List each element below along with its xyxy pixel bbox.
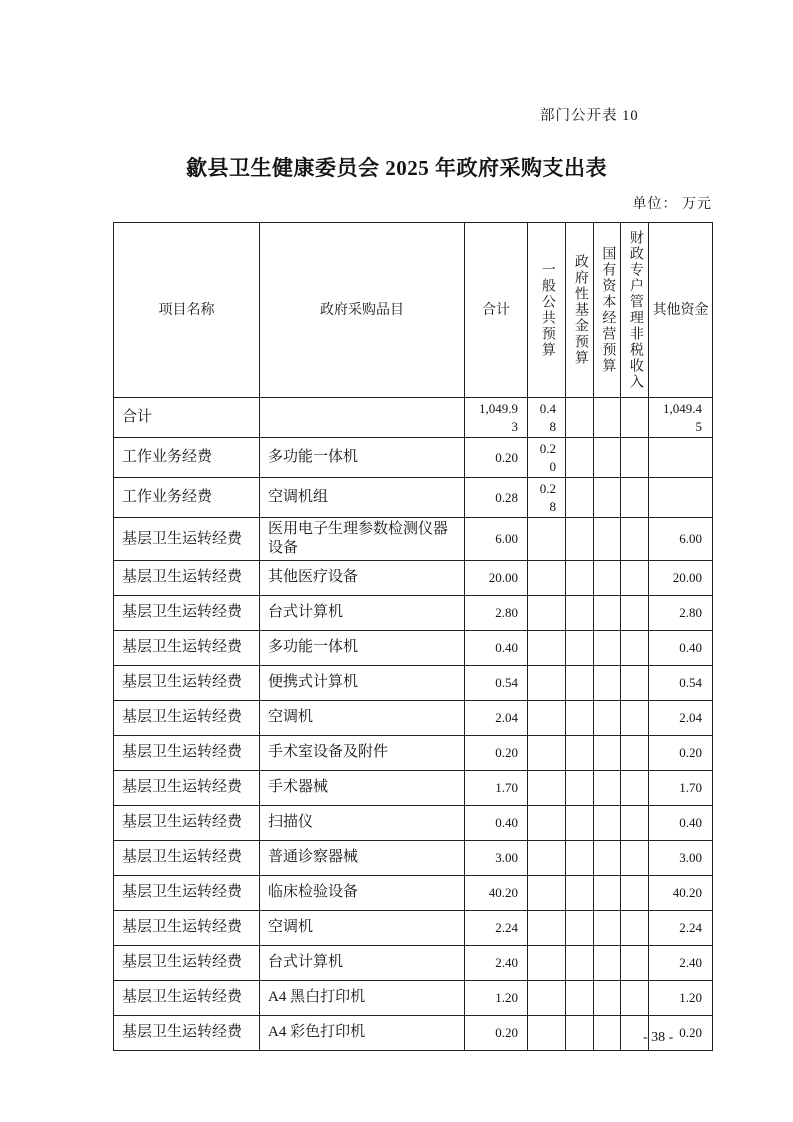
- cell-total: 0.20: [465, 735, 528, 770]
- cell-project: 基层卫生运转经费: [114, 1015, 260, 1050]
- cell-state_capital: [594, 840, 621, 875]
- table-row: [114, 700, 713, 735]
- cell-fiscal_account: [621, 805, 649, 840]
- cell-other_funds: 1.70: [649, 770, 713, 805]
- cell-project: 合计: [114, 398, 260, 438]
- header-label: 国有资本经营预算: [600, 246, 616, 374]
- cell-total: 1.70: [465, 770, 528, 805]
- header-label: 政府性基金预算: [572, 254, 588, 366]
- unit-label: 单位： 万元: [632, 197, 712, 212]
- cell-fiscal_account: [621, 630, 649, 665]
- cell-general_budget: [528, 910, 566, 945]
- cell-project: 基层卫生运转经费: [114, 735, 260, 770]
- cell-general_budget: [528, 735, 566, 770]
- table-row: [114, 398, 713, 438]
- cell-other_funds: 0.40: [649, 630, 713, 665]
- cell-other_funds: 40.20: [649, 875, 713, 910]
- cell-other_funds: 6.00: [649, 518, 713, 561]
- cell-total: 0.40: [465, 805, 528, 840]
- cell-gov_fund: [566, 735, 594, 770]
- cell-general_budget: 0.48: [528, 398, 566, 438]
- cell-other_funds: 0.20: [649, 1015, 713, 1050]
- cell-project: 基层卫生运转经费: [114, 595, 260, 630]
- table-row: [114, 910, 713, 945]
- cell-state_capital: [594, 875, 621, 910]
- cell-total: 20.00: [465, 560, 528, 595]
- cell-gov_fund: [566, 398, 594, 438]
- cell-project: 工作业务经费: [114, 478, 260, 518]
- cell-total: 2.40: [465, 945, 528, 980]
- cell-item: 台式计算机: [260, 945, 465, 980]
- cell-other_funds: 0.40: [649, 805, 713, 840]
- header-cell-item: 政府采购品目: [260, 223, 465, 398]
- header-cell-project: 项目名称: [114, 223, 260, 398]
- table-row: [114, 630, 713, 665]
- cell-fiscal_account: [621, 700, 649, 735]
- header-label: 财政专户管理非税收入: [627, 230, 643, 390]
- cell-other_funds: 0.54: [649, 665, 713, 700]
- cell-item: [260, 398, 465, 438]
- header-cell-fiscal-account: [621, 223, 649, 398]
- cell-state_capital: [594, 805, 621, 840]
- cell-state_capital: [594, 398, 621, 438]
- cell-state_capital: [594, 980, 621, 1015]
- cell-item: 空调机: [260, 910, 465, 945]
- cell-state_capital: [594, 630, 621, 665]
- cell-item: 手术器械: [260, 770, 465, 805]
- cell-total: 0.54: [465, 665, 528, 700]
- cell-state_capital: [594, 945, 621, 980]
- cell-state_capital: [594, 735, 621, 770]
- cell-general_budget: [528, 770, 566, 805]
- cell-project: 工作业务经费: [114, 438, 260, 478]
- cell-state_capital: [594, 665, 621, 700]
- cell-total: 0.20: [465, 1015, 528, 1050]
- cell-item: 空调机组: [260, 478, 465, 518]
- table-header-row: [114, 223, 713, 398]
- cell-state_capital: [594, 1015, 621, 1050]
- cell-item: 扫描仪: [260, 805, 465, 840]
- cell-item: 台式计算机: [260, 595, 465, 630]
- cell-gov_fund: [566, 875, 594, 910]
- cell-other_funds: 1.20: [649, 980, 713, 1015]
- cell-state_capital: [594, 478, 621, 518]
- table-row: [114, 518, 713, 561]
- cell-total: 40.20: [465, 875, 528, 910]
- cell-fiscal_account: [621, 945, 649, 980]
- cell-gov_fund: [566, 518, 594, 561]
- cell-fiscal_account: [621, 438, 649, 478]
- cell-fiscal_account: [621, 665, 649, 700]
- table-row: [114, 478, 713, 518]
- cell-gov_fund: [566, 478, 594, 518]
- cell-total: 1.20: [465, 980, 528, 1015]
- cell-fiscal_account: [621, 518, 649, 561]
- cell-fiscal_account: [621, 398, 649, 438]
- cell-total: 2.80: [465, 595, 528, 630]
- cell-state_capital: [594, 518, 621, 561]
- cell-item: 医用电子生理参数检测仪器设备: [260, 518, 465, 561]
- cell-fiscal_account: [621, 875, 649, 910]
- doc-tag: 部门公开表 10: [540, 108, 639, 124]
- cell-other_funds: 3.00: [649, 840, 713, 875]
- cell-gov_fund: [566, 630, 594, 665]
- cell-state_capital: [594, 770, 621, 805]
- cell-total: 0.40: [465, 630, 528, 665]
- cell-total: 1,049.93: [465, 398, 528, 438]
- cell-fiscal_account: [621, 840, 649, 875]
- cell-general_budget: [528, 560, 566, 595]
- cell-other_funds: 2.24: [649, 910, 713, 945]
- cell-project: 基层卫生运转经费: [114, 700, 260, 735]
- header-cell-general-budget: [528, 223, 566, 398]
- cell-state_capital: [594, 910, 621, 945]
- cell-item: 多功能一体机: [260, 438, 465, 478]
- header-label: 一般公共预算: [539, 262, 555, 358]
- cell-other_funds: 1,049.45: [649, 398, 713, 438]
- table-row: [114, 770, 713, 805]
- table-row: [114, 980, 713, 1015]
- cell-item: 便携式计算机: [260, 665, 465, 700]
- cell-gov_fund: [566, 945, 594, 980]
- cell-total: 3.00: [465, 840, 528, 875]
- table-row: [114, 1015, 713, 1050]
- cell-other_funds: [649, 438, 713, 478]
- header-cell-total: 合计: [465, 223, 528, 398]
- cell-total: 6.00: [465, 518, 528, 561]
- cell-fiscal_account: [621, 770, 649, 805]
- cell-total: 0.28: [465, 478, 528, 518]
- table-row: [114, 560, 713, 595]
- cell-other_funds: 2.40: [649, 945, 713, 980]
- cell-project: 基层卫生运转经费: [114, 665, 260, 700]
- page-title: 歙县卫生健康委员会 2025 年政府采购支出表: [186, 156, 607, 180]
- cell-fiscal_account: [621, 910, 649, 945]
- procurement-table: [113, 222, 713, 1051]
- cell-project: 基层卫生运转经费: [114, 875, 260, 910]
- cell-state_capital: [594, 438, 621, 478]
- cell-general_budget: [528, 875, 566, 910]
- table-row: [114, 805, 713, 840]
- cell-fiscal_account: [621, 560, 649, 595]
- cell-other_funds: 20.00: [649, 560, 713, 595]
- cell-item: A4 黑白打印机: [260, 980, 465, 1015]
- cell-general_budget: 0.28: [528, 478, 566, 518]
- cell-item: 临床检验设备: [260, 875, 465, 910]
- cell-other_funds: 2.04: [649, 700, 713, 735]
- cell-project: 基层卫生运转经费: [114, 840, 260, 875]
- cell-project: 基层卫生运转经费: [114, 630, 260, 665]
- cell-general_budget: [528, 595, 566, 630]
- table-row: [114, 595, 713, 630]
- cell-gov_fund: [566, 770, 594, 805]
- table-row: [114, 438, 713, 478]
- cell-total: 0.20: [465, 438, 528, 478]
- cell-gov_fund: [566, 560, 594, 595]
- cell-item: 手术室设备及附件: [260, 735, 465, 770]
- cell-total: 2.04: [465, 700, 528, 735]
- cell-other_funds: 2.80: [649, 595, 713, 630]
- cell-fiscal_account: [621, 735, 649, 770]
- cell-gov_fund: [566, 805, 594, 840]
- header-cell-other-funds: 其他资金: [649, 223, 713, 398]
- cell-general_budget: [528, 518, 566, 561]
- cell-state_capital: [594, 700, 621, 735]
- cell-fiscal_account: [621, 478, 649, 518]
- cell-fiscal_account: [621, 595, 649, 630]
- page-number: - 38 -: [643, 1030, 674, 1045]
- cell-project: 基层卫生运转经费: [114, 518, 260, 561]
- table-row: [114, 875, 713, 910]
- cell-gov_fund: [566, 665, 594, 700]
- cell-gov_fund: [566, 840, 594, 875]
- cell-gov_fund: [566, 910, 594, 945]
- cell-general_budget: [528, 1015, 566, 1050]
- cell-general_budget: [528, 840, 566, 875]
- cell-item: 空调机: [260, 700, 465, 735]
- cell-project: 基层卫生运转经费: [114, 770, 260, 805]
- cell-gov_fund: [566, 700, 594, 735]
- cell-gov_fund: [566, 595, 594, 630]
- cell-general_budget: [528, 665, 566, 700]
- table-row: [114, 735, 713, 770]
- cell-general_budget: [528, 630, 566, 665]
- cell-project: 基层卫生运转经费: [114, 910, 260, 945]
- cell-general_budget: 0.20: [528, 438, 566, 478]
- cell-gov_fund: [566, 438, 594, 478]
- cell-project: 基层卫生运转经费: [114, 560, 260, 595]
- cell-other_funds: [649, 478, 713, 518]
- table-row: [114, 945, 713, 980]
- table-row: [114, 840, 713, 875]
- table-row: [114, 665, 713, 700]
- cell-fiscal_account: [621, 980, 649, 1015]
- cell-general_budget: [528, 945, 566, 980]
- cell-project: 基层卫生运转经费: [114, 980, 260, 1015]
- header-cell-gov-fund: [566, 223, 594, 398]
- cell-project: 基层卫生运转经费: [114, 805, 260, 840]
- cell-state_capital: [594, 560, 621, 595]
- cell-state_capital: [594, 595, 621, 630]
- cell-general_budget: [528, 700, 566, 735]
- cell-general_budget: [528, 805, 566, 840]
- cell-gov_fund: [566, 1015, 594, 1050]
- cell-gov_fund: [566, 980, 594, 1015]
- header-cell-state-capital: [594, 223, 621, 398]
- cell-item: 普通诊察器械: [260, 840, 465, 875]
- cell-other_funds: 0.20: [649, 735, 713, 770]
- cell-project: 基层卫生运转经费: [114, 945, 260, 980]
- cell-item: 多功能一体机: [260, 630, 465, 665]
- table-body: [114, 398, 713, 1051]
- cell-item: 其他医疗设备: [260, 560, 465, 595]
- cell-item: A4 彩色打印机: [260, 1015, 465, 1050]
- cell-total: 2.24: [465, 910, 528, 945]
- cell-general_budget: [528, 980, 566, 1015]
